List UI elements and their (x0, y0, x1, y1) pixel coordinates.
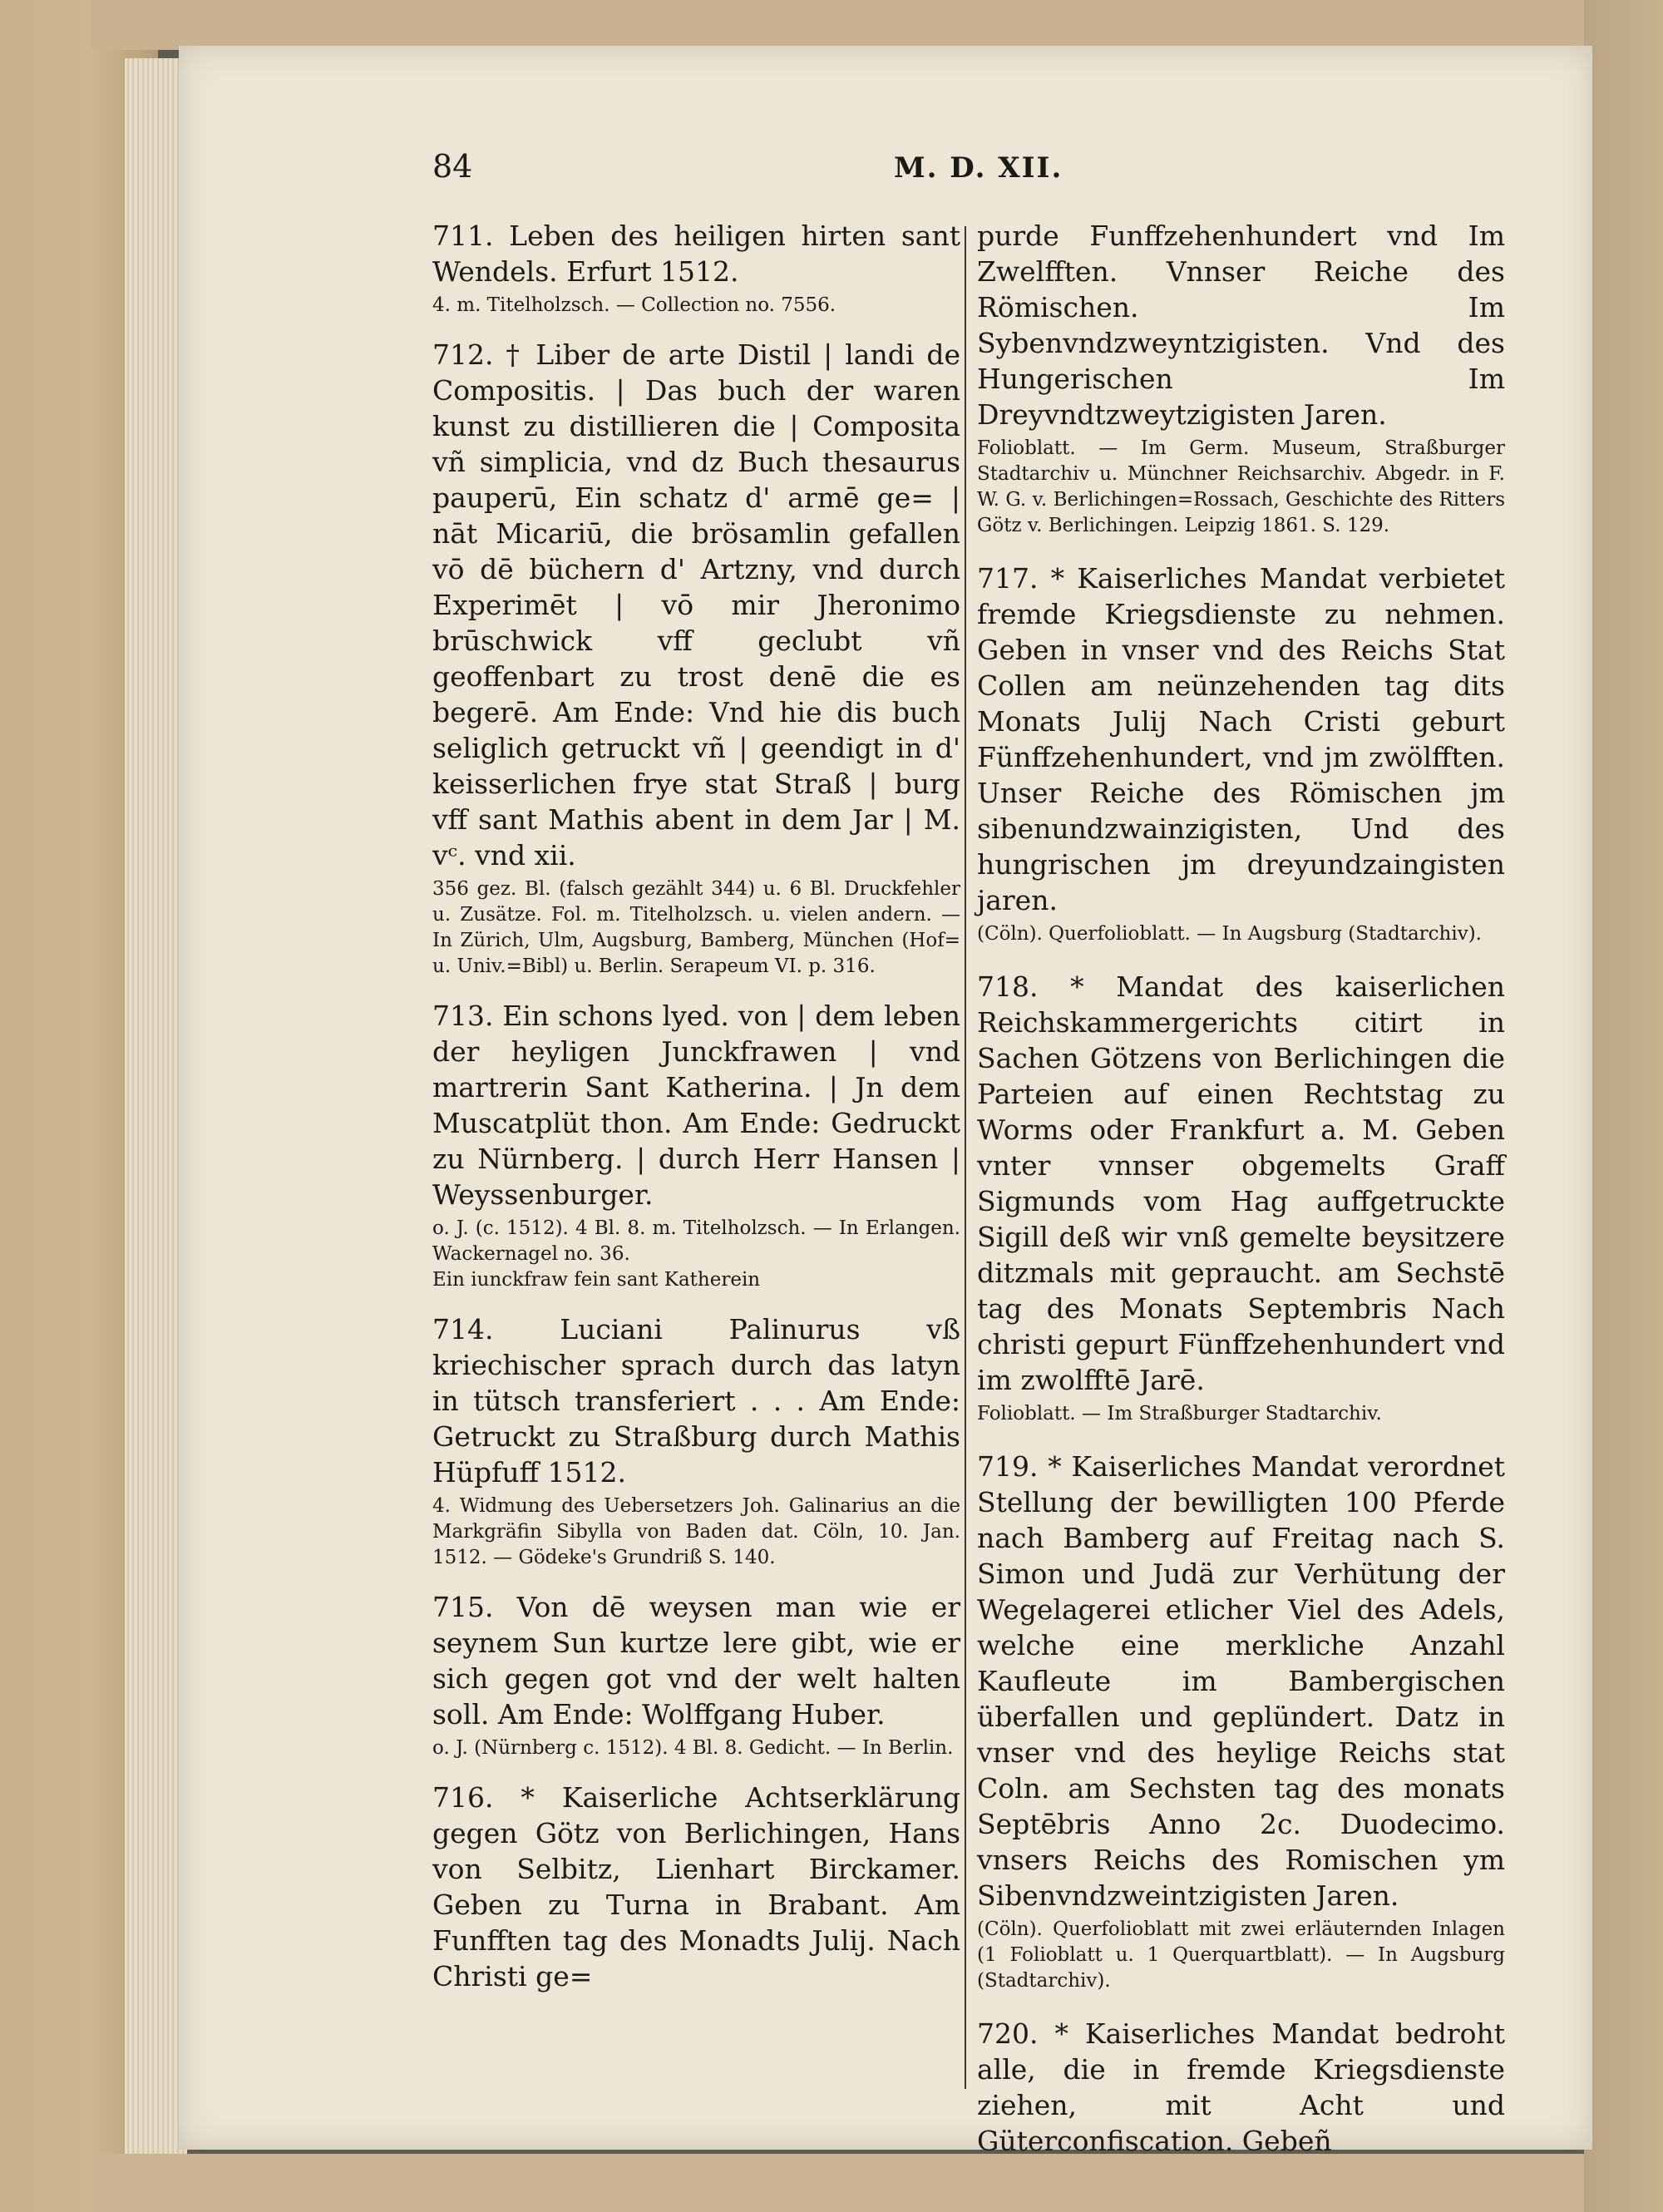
page-edges (125, 58, 187, 2154)
entry-text: 716. * Kaiserliche Achtserklärung gegen Götz von Berlichingen, Hans von Selbitz, Lienhart Birckamer. Geben zu Turna in Brabant. Am Funfften tag des Monadts Julij. Nach Christi ge= (432, 1781, 960, 1992)
page-number: 84 (432, 148, 473, 185)
entry-note: (Cöln). Querfolioblatt mit zwei erläuternden Inlagen (1 Folioblatt u. 1 Querquartblatt). — In Augsburg (Stadtarchiv). (977, 1918, 1505, 1992)
entry-716-continued (977, 218, 1505, 539)
entry-note: 356 gez. Bl. (falsch gezählt 344) u. 6 Bl. Druckfehler u. Zusätze. Fol. m. Titelholzsch. u. vielen andern. — In Zürich, Ulm, Augsburg, Bamberg, München (Hof= u. Univ.=Bibl) u. Berlin. Serapeum VI. p. 316. (432, 878, 960, 977)
entry-text: 717. * Kaiserliches Mandat verbietet fremde Kriegsdienste zu nehmen. Geben in vnser vnd des Reichs Stat Collen am neünzehenden tag dits Monats Julij Nach Cristi geburt Fünffzehenhundert, vnd jm zwölfften. Unser Reiche des Römischen jm sibenundzwainzigisten, Und des hungrischen jm dreyundzaingisten jaren. (977, 562, 1505, 916)
entry-714 (432, 1311, 960, 1571)
right-column (977, 218, 1505, 2180)
entry-718 (977, 969, 1505, 1427)
entry-text: 714. Luciani Palinurus vß kriechischer sprach durch das latyn in tütsch transferiert . . . Am Ende: Getruckt zu Straßburg durch Mathis Hüpfuff 1512. (432, 1313, 960, 1489)
entry-text: 713. Ein schons lyed. von | dem leben der heyligen Junckfrawen | vnd martrerin Sant Katherina. | Jn dem Muscatplüt thon. Am Ende: Gedruckt zu Nürnberg. | durch Herr Hansen | Weyssenburger. (432, 1000, 960, 1211)
entry-note: Folioblatt. — Im Germ. Museum, Straßburger Stadtarchiv u. Münchner Reichsarchiv. Abgedr. in F. W. G. v. Berlichingen=Rossach, Geschichte des Ritters Götz v. Berlichingen. Leipzig 1861. S. 129. (977, 437, 1505, 536)
entry-720 (977, 2016, 1505, 2159)
entry-711 (432, 218, 960, 318)
entry-text: 715. Von dē weysen man wie er seynem Sun kurtze lere gibt, wie er sich gegen got vnd der welt halten soll. Am Ende: Wolffgang Huber. (432, 1591, 960, 1731)
entry-text: 719. * Kaiserliches Mandat verordnet Stellung der bewilligten 100 Pferde nach Bamberg auf Freitag nach S. Simon und Judä zur Verhütung der Wegelagerei etlicher Viel des Adels, welche eine merkliche Anzahl Kaufleute im Bambergischen überfallen und geplündert. Datz in vnser vnd des heylige Reichs stat Coln. am Sechsten tag des monats Septēbris Anno 2c. Duodecimo. vnsers Reichs des Romischen ym Sibenvndzweintzigisten Jaren. (977, 1450, 1505, 1912)
entry-note: Folioblatt. — Im Straßburger Stadtarchiv. (977, 1403, 1382, 1424)
left-column (432, 218, 960, 2012)
page-title: M. D. XII. (894, 151, 1063, 185)
entry-note: o. J. (c. 1512). 4 Bl. 8. m. Titelholzsch. — In Erlangen. Wackernagel no. 36. Ein iunckfraw fein sant Katherein (432, 1217, 960, 1291)
entry-713 (432, 998, 960, 1293)
entry-text: purde Funffzehenhundert vnd Im Zwelfften. Vnnser Reiche des Römischen. Im Sybenvndzweyntzigisten. Vnd des Hungerischen Im Dreyvndtzweytzigisten Jaren. (977, 220, 1505, 431)
entry-note: o. J. (Nürnberg c. 1512). 4 Bl. 8. Gedicht. — In Berlin. (432, 1737, 954, 1759)
entry-717 (977, 560, 1505, 947)
entry-text: 711. Leben des heiligen hirten sant Wendels. Erfurt 1512. (432, 220, 960, 288)
entry-719 (977, 1449, 1505, 1994)
column-divider (965, 226, 966, 2089)
entry-text: 720. * Kaiserliches Mandat bedroht alle, die in fremde Kriegsdienste ziehen, mit Acht und Güterconfiscation. Gebeñ (977, 2017, 1505, 2157)
entry-note: 4. Widmung des Uebersetzers Joh. Galinarius an die Markgräfin Sibylla von Baden dat. Cöln, 10. Jan. 1512. — Gödeke's Grundriß S. 140. (432, 1495, 960, 1568)
entry-note: (Cöln). Querfolioblatt. — In Augsburg (Stadtarchiv). (977, 923, 1482, 945)
entry-text: 718. * Mandat des kaiserlichen Reichskammergerichts citirt in Sachen Götzens von Berlichingen die Parteien auf einen Rechtstag zu Worms oder Frankfurt a. M. Geben vnter vnnser obgemelts Graff Sigmunds vom Hag auffgetruckte Sigill deß wir vnß gemelte beysitzere ditzmals mit gepraucht. am Sechstē tag des Monats Septembris Nach christi gepurt Fünffzehenhundert vnd im zwolfftē Jarē. (977, 970, 1505, 1396)
entry-715 (432, 1589, 960, 1761)
entry-text: 712. † Liber de arte Distil | landi de Compositis. | Das buch der waren kunst zu distillieren die | Composita vñ simplicia, vnd dz Buch thesaurus pauperū, Ein schatz d' armē ge= | nāt Micariū, die brösamlin gefallen vō dē büchern d' Artzny, vnd durch Experimēt | vō mir Jheronimo brūschwick vff geclubt vñ geoffenbart zu trost denē die es begerē. Am Ende: Vnd hie dis buch seliglich getruckt vñ | geendigt in d' keisserlichen frye stat Straß | burg vff sant Mathis abent in dem Jar | M. vᶜ. vnd xii. (432, 338, 960, 871)
entry-note: 4. m. Titelholzsch. — Collection no. 7556. (432, 294, 836, 316)
book-cover-right (1584, 0, 1663, 2212)
book-cover-top (91, 0, 1663, 50)
entry-716 (432, 1780, 960, 1994)
entry-712 (432, 337, 960, 980)
